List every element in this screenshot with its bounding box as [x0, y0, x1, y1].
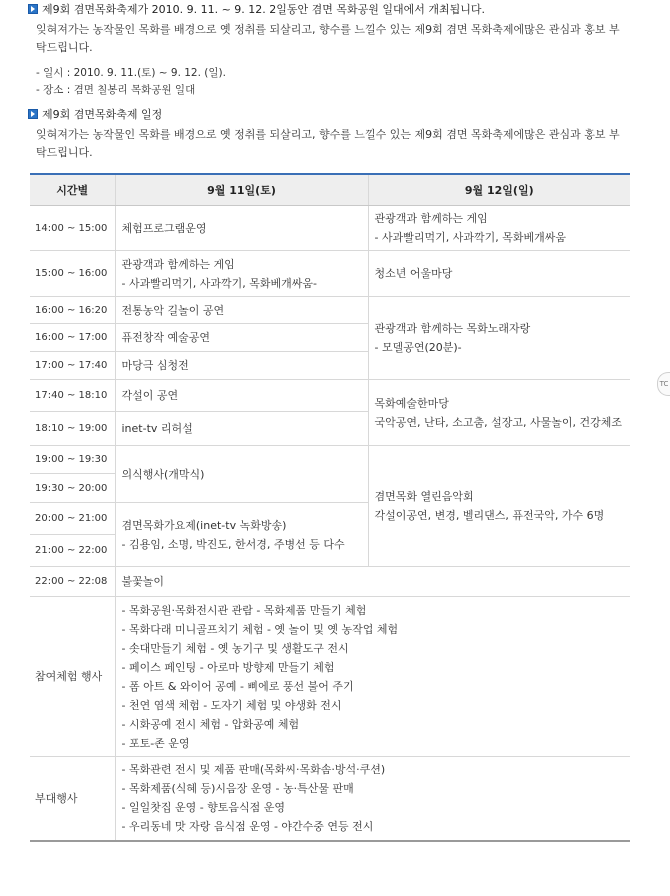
intro-date: - 일시 : 2010. 9. 11.(토) ~ 9. 12. (일).	[36, 67, 226, 79]
sat-cell: 퓨전창작 예술공연	[115, 324, 368, 352]
time-cell: 16:00 ~ 16:20	[30, 297, 115, 324]
list-item: - 시화공예 전시 체험 - 압화공예 체험	[121, 717, 300, 731]
side-tab-button[interactable]: TC	[657, 372, 670, 396]
time-cell: 19:30 ~ 20:00	[30, 474, 115, 503]
col-header-sat: 9월 11일(토)	[115, 174, 368, 206]
sat-cell: 관광객과 함께하는 게임 - 사과빨리먹기, 사과깍기, 목화베개싸움-	[115, 251, 368, 297]
sat-cell: 마당극 심청전	[115, 352, 368, 380]
sun-cell: 겸면목화 열린음악회 각설이공연, 변경, 벨리댄스, 퓨전국악, 가수 6명	[368, 446, 630, 567]
list-item: - 우리동네 맛 자랑 음식점 운영 - 야간수중 연등 전시	[121, 820, 374, 834]
sat-cell: inet-tv 리허설	[115, 412, 368, 446]
sat-cell: 체험프로그램운영	[115, 206, 368, 251]
list-item: - 페이스 페인팅 - 아로마 방향제 만들기 체험	[121, 660, 335, 674]
sat-cell: 의식행사(개막식)	[115, 446, 368, 503]
list-item: - 목화관련 전시 및 제품 판매(목화씨·목화솜·방석·쿠션)	[121, 763, 386, 777]
list-item: - 목화공원·목화전시관 관람 - 목화제품 만들기 체험	[121, 603, 367, 617]
list-item: - 폼 아트 & 와이어 공예 - 삐에로 풍선 불어 주기	[121, 679, 354, 693]
list-item: - 포토-존 운영	[121, 736, 190, 750]
table-row	[30, 446, 630, 474]
list-item: - 일일찻집 운영 - 향토음식점 운영	[121, 801, 286, 815]
sun-cell: 목화예술한마당 국악공연, 난타, 소고춤, 설장고, 사물놀이, 건강체조	[368, 380, 630, 446]
time-cell: 16:00 ~ 17:00	[30, 324, 115, 352]
sat-cell: 각설이 공연	[115, 380, 368, 412]
sat-cell: 겸면목화가요제(inet-tv 녹화방송) - 김용임, 소명, 박진도, 한서경, 주병선 등 다수	[115, 503, 368, 567]
arrow-bullet-icon	[28, 109, 38, 119]
time-cell: 17:40 ~ 18:10	[30, 380, 115, 412]
participation-label: 참여체험 행사	[30, 597, 115, 757]
side-event-list	[115, 757, 630, 841]
table-row	[30, 597, 630, 757]
list-item: - 솟대만들기 체험 - 옛 농기구 및 생활도구 전시	[121, 641, 349, 655]
time-cell: 15:00 ~ 16:00	[30, 251, 115, 297]
sat-cell: 불꽃놀이	[115, 567, 630, 597]
table-row	[30, 380, 630, 412]
sun-cell: 청소년 어울마당	[368, 251, 630, 297]
arrow-bullet-icon	[28, 4, 38, 14]
schedule-text: 잊혀져가는 농작물인 목화를 배경으로 옛 정취를 되살리고, 향수를 느낄수 있는 제9회 겸면 목화축제에많은 관심과 홍보 부탁드립니다.	[36, 128, 620, 159]
table-header-row	[30, 174, 630, 206]
participation-list	[115, 597, 630, 757]
table-row	[30, 206, 630, 251]
intro-text: 잊혀져가는 농작물인 목화를 배경으로 옛 정취를 되살리고, 향수를 느낄수 있는 제9회 겸면 목화축제에많은 관심과 홍보 부탁드립니다.	[36, 23, 620, 54]
col-header-sun: 9월 12일(일)	[368, 174, 630, 206]
time-cell: 21:00 ~ 22:00	[30, 535, 115, 567]
table-row	[30, 757, 630, 841]
sun-cell: 관광객과 함께하는 목화노래자랑 - 모델공연(20분)-	[368, 297, 630, 380]
intro-place: - 장소 : 겸면 칠봉리 목화공원 일대	[36, 84, 196, 96]
table-row	[30, 297, 630, 324]
list-item: - 목화다래 미니골프치기 체험 - 옛 놀이 및 옛 농작업 체험	[121, 622, 399, 636]
time-cell: 19:00 ~ 19:30	[30, 446, 115, 474]
table-row	[30, 251, 630, 297]
col-header-time: 시간별	[30, 174, 115, 206]
list-item: - 천연 염색 체험 - 도자기 체험 및 야생화 전시	[121, 698, 342, 712]
sun-cell: 관광객과 함께하는 게임 - 사과빨리먹기, 사과깍기, 목화베개싸움	[368, 206, 630, 251]
time-cell: 14:00 ~ 15:00	[30, 206, 115, 251]
time-cell: 17:00 ~ 17:40	[30, 352, 115, 380]
schedule-table	[30, 173, 630, 842]
time-cell: 22:00 ~ 22:08	[30, 567, 115, 597]
schedule-heading: 제9회 겸면목화축제 일정	[28, 108, 162, 122]
time-cell: 18:10 ~ 19:00	[30, 412, 115, 446]
time-cell: 20:00 ~ 21:00	[30, 503, 115, 535]
intro-heading: 제9회 겸면목화축제가 2010. 9. 11. ~ 9. 12. 2일동안 겸면 목화공원 일대에서 개최됩니다.	[28, 3, 485, 17]
list-item: - 목화제품(식혜 등)시음장 운영 - 농·특산물 판매	[121, 782, 354, 796]
sat-cell: 전통농악 길놀이 공연	[115, 297, 368, 324]
side-event-label: 부대행사	[30, 757, 115, 841]
table-row	[30, 567, 630, 597]
